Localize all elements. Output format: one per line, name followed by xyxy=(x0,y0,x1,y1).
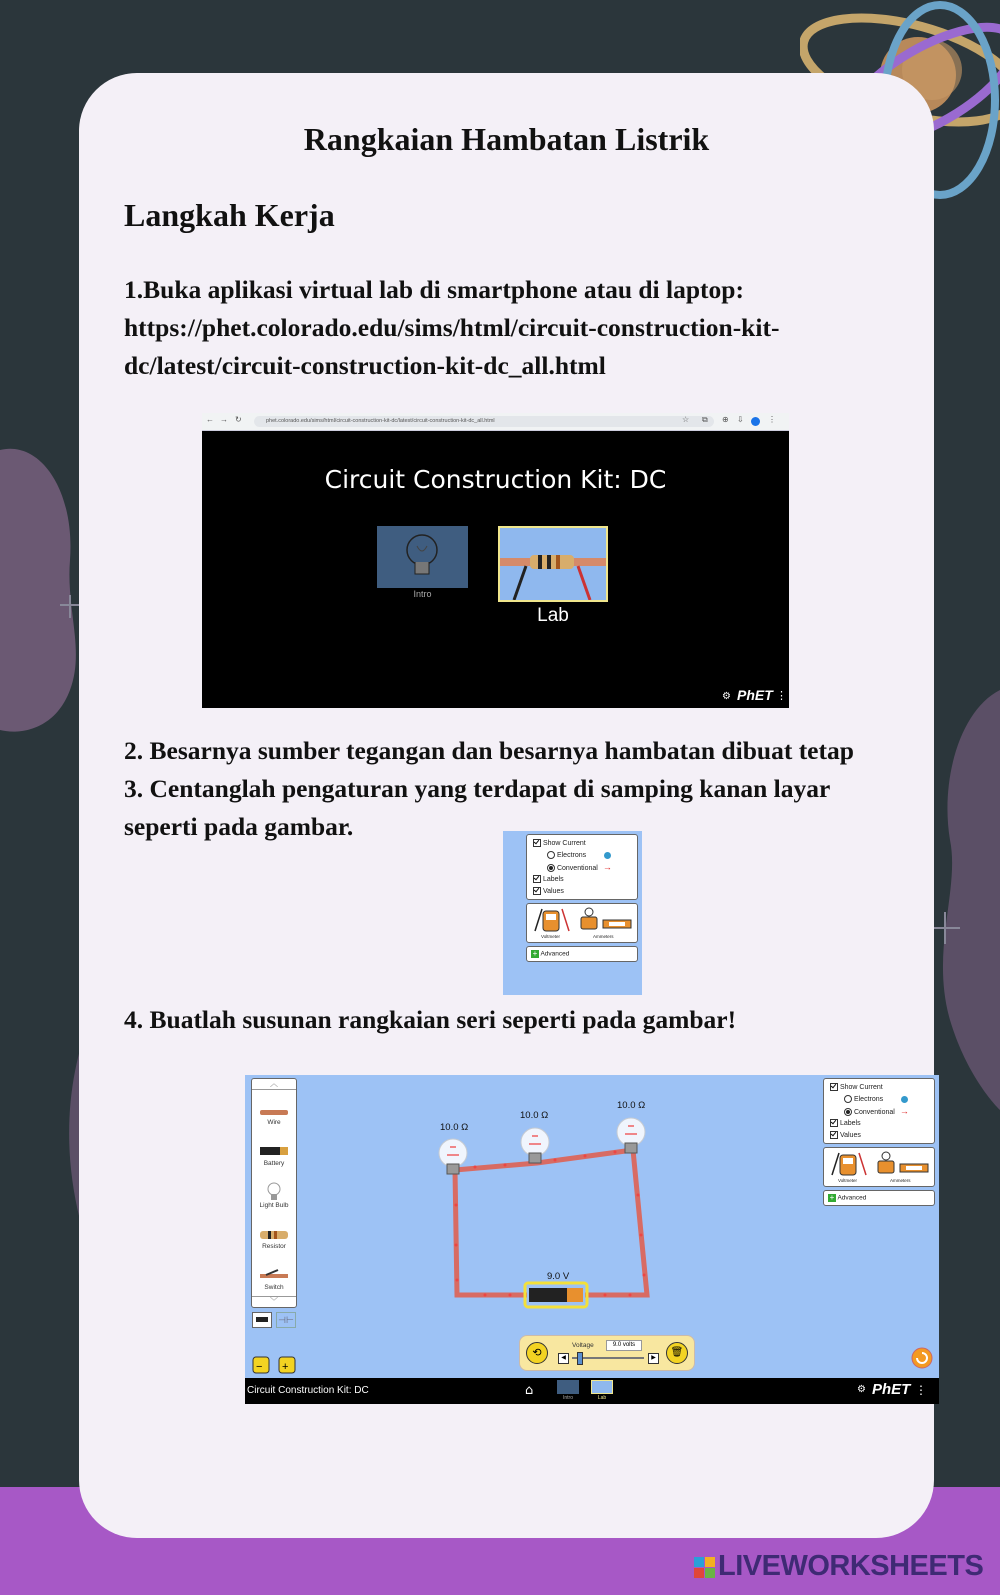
arrow-right-icon: → xyxy=(899,1106,909,1116)
expand-plus-icon[interactable]: + xyxy=(829,1193,835,1202)
options-person-icon[interactable]: ⚙ xyxy=(722,691,731,702)
lab-nav-label: Lab xyxy=(597,1395,607,1401)
chevron-down-icon[interactable]: ﹀ xyxy=(252,1296,296,1307)
conventional-label: Conventional xyxy=(556,865,598,872)
step1-line1: 1.Buka aplikasi virtual lab di smartphone atau di laptop: xyxy=(124,275,744,304)
ammeter-icon[interactable] xyxy=(876,1150,932,1176)
electrons-label: Electrons xyxy=(556,851,587,859)
intro-nav-thumb[interactable] xyxy=(557,1380,579,1394)
resistor-probe-icon xyxy=(500,528,606,600)
values-checkbox[interactable] xyxy=(533,887,541,895)
lab-nav-thumb[interactable] xyxy=(591,1380,613,1394)
increment-voltage-button[interactable]: ▶ xyxy=(648,1353,659,1364)
share-icon[interactable]: ⊕ xyxy=(722,415,729,424)
meters-box-2 xyxy=(823,1147,935,1187)
lab-screen-thumb[interactable] xyxy=(498,526,608,602)
advanced-label: Advanced xyxy=(837,1194,867,1202)
toolbox-resistor-label: Resistor xyxy=(262,1243,286,1250)
lab-label: Lab xyxy=(537,605,569,626)
labels-checkbox[interactable] xyxy=(830,1119,838,1127)
advanced-box[interactable] xyxy=(526,946,638,962)
voltmeter-label: Voltmeter xyxy=(541,934,561,939)
display-options-box xyxy=(526,834,638,900)
options-person-icon[interactable]: ⚙ xyxy=(857,1384,866,1395)
svg-text:+: + xyxy=(282,1361,289,1373)
phet-logo: PhET xyxy=(737,687,773,703)
zoom-controls xyxy=(253,1357,295,1373)
reset-all-button xyxy=(912,1348,932,1368)
voltage-control-panel xyxy=(519,1335,695,1371)
liveworksheets-logo[interactable]: LIVEWORKSHEETS xyxy=(718,1550,984,1582)
values-label: Values xyxy=(542,887,564,895)
page-title: Rangkaian Hambatan Listrik xyxy=(303,121,710,157)
conventional-label: Conventional xyxy=(853,1109,895,1116)
schematic-view-toggle[interactable]: ⊣⊢ xyxy=(276,1312,296,1328)
labels-label: Labels xyxy=(839,1119,861,1127)
toolbox-switch-label: Switch xyxy=(264,1284,284,1291)
menu-dots-icon[interactable]: ⋮ xyxy=(915,1383,927,1397)
meters-box xyxy=(526,903,638,943)
rotate-icon[interactable]: ⟲ xyxy=(526,1342,548,1364)
toolbox-wire-label: Wire xyxy=(267,1119,281,1126)
labels-checkbox[interactable] xyxy=(533,875,541,883)
labels-label: Labels xyxy=(542,875,564,883)
worksheet-card xyxy=(79,73,934,1538)
show-current-label: Show Current xyxy=(839,1083,883,1091)
section-heading: Langkah Kerja xyxy=(124,197,335,233)
show-current-checkbox[interactable] xyxy=(830,1083,838,1091)
battery xyxy=(525,1283,587,1307)
show-current-label: Show Current xyxy=(542,839,586,847)
phet-home-screenshot xyxy=(202,413,789,708)
step1-url-line2[interactable]: dc/latest/circuit-construction-kit-dc_all.html xyxy=(124,351,606,380)
toolbox-light-bulb-label: Light Bulb xyxy=(259,1202,289,1209)
liveworksheets-logo-icon xyxy=(694,1557,716,1579)
values-label: Values xyxy=(839,1131,861,1139)
reload-icon[interactable]: ↻ xyxy=(235,415,242,424)
decrement-voltage-button[interactable]: ◀ xyxy=(558,1353,569,1364)
browser-bar xyxy=(202,413,789,431)
step2-text: 2. Besarnya sumber tegangan dan besarnya hambatan dibuat tetap xyxy=(124,736,854,765)
display-options-box-2 xyxy=(823,1078,935,1144)
step3-line1: 3. Centanglah pengaturan yang terdapat di samping kanan layar xyxy=(124,774,831,803)
electrons-radio[interactable] xyxy=(547,851,555,859)
bulb1-value: 10.0 Ω xyxy=(440,1122,469,1133)
sim-name: Circuit Construction Kit: DC xyxy=(247,1385,369,1396)
chevron-up-icon[interactable]: ︿ xyxy=(252,1079,296,1090)
home-icon[interactable]: ⌂ xyxy=(525,1383,534,1398)
lightbulb-icon xyxy=(377,526,468,588)
arrow-right-icon: → xyxy=(602,862,612,872)
battery-value: 9.0 V xyxy=(547,1271,570,1282)
electrons-label: Electrons xyxy=(853,1095,884,1103)
values-checkbox[interactable] xyxy=(830,1131,838,1139)
intro-screen-thumb[interactable] xyxy=(377,526,468,588)
advanced-label: Advanced xyxy=(540,950,570,958)
voltmeter-icon[interactable] xyxy=(830,1151,868,1177)
settings-panel-screenshot xyxy=(503,831,642,995)
svg-text:−: − xyxy=(256,1361,263,1373)
conventional-radio[interactable] xyxy=(844,1108,852,1116)
expand-plus-icon[interactable]: + xyxy=(532,949,538,958)
forward-icon[interactable]: → xyxy=(220,415,228,424)
ammeters-label: Ammeters xyxy=(593,934,614,939)
intro-label: Intro xyxy=(413,589,432,599)
step4-text: 4. Buatlah susunan rangkaian seri seperti pada gambar! xyxy=(124,1005,737,1034)
sim-title: Circuit Construction Kit: DC xyxy=(324,465,667,494)
menu-dots-icon[interactable]: ⋮ xyxy=(776,690,787,702)
profile-avatar[interactable] xyxy=(751,417,760,426)
trash-icon[interactable]: 🗑 xyxy=(666,1342,688,1364)
step3-line2: seperti pada gambar. xyxy=(124,812,354,841)
phet-logo: PhET xyxy=(872,1381,911,1398)
series-circuit-screenshot xyxy=(245,1075,939,1404)
light-bulb-3 xyxy=(617,1118,645,1153)
electron-icon xyxy=(604,852,611,859)
voltage-label: Voltage xyxy=(572,1342,594,1349)
voltage-readout: 9.0 volts xyxy=(606,1340,642,1351)
ammeters-label: Ammeters xyxy=(890,1178,911,1183)
bulb2-value: 10.0 Ω xyxy=(520,1110,549,1121)
toolbox-battery-label: Battery xyxy=(263,1160,285,1167)
voltmeter-icon[interactable] xyxy=(533,907,571,933)
advanced-box-2[interactable] xyxy=(823,1190,935,1206)
electrons-radio[interactable] xyxy=(844,1095,852,1103)
show-current-checkbox[interactable] xyxy=(533,839,541,847)
address-bar[interactable]: phet.colorado.edu/sims/html/circuit-construction-kit-dc/latest/circuit-construction-kit-dc_all.html xyxy=(254,416,714,427)
menu-dots-icon[interactable]: ⋮ xyxy=(768,415,776,424)
intro-nav-label: Intro xyxy=(562,1395,573,1401)
bookmark-star-icon[interactable]: ☆ xyxy=(682,415,690,424)
light-bulb-2 xyxy=(521,1128,549,1163)
download-icon[interactable]: ⇩ xyxy=(737,415,744,424)
voltmeter-label: Voltmeter xyxy=(838,1178,858,1183)
conventional-radio[interactable] xyxy=(547,864,555,872)
voltage-slider-thumb[interactable] xyxy=(577,1352,583,1365)
step1-url-line1[interactable]: https://phet.colorado.edu/sims/html/circuit-construction-kit- xyxy=(124,313,780,342)
extension-icon[interactable]: ⧉ xyxy=(702,415,708,424)
bulb3-value: 10.0 Ω xyxy=(617,1100,646,1111)
back-icon[interactable]: ← xyxy=(206,415,214,424)
sim-navigation-bar xyxy=(245,1378,939,1404)
ammeter-icon[interactable] xyxy=(579,906,635,932)
blob-decoration-left xyxy=(0,440,90,740)
electron-icon xyxy=(901,1096,908,1103)
